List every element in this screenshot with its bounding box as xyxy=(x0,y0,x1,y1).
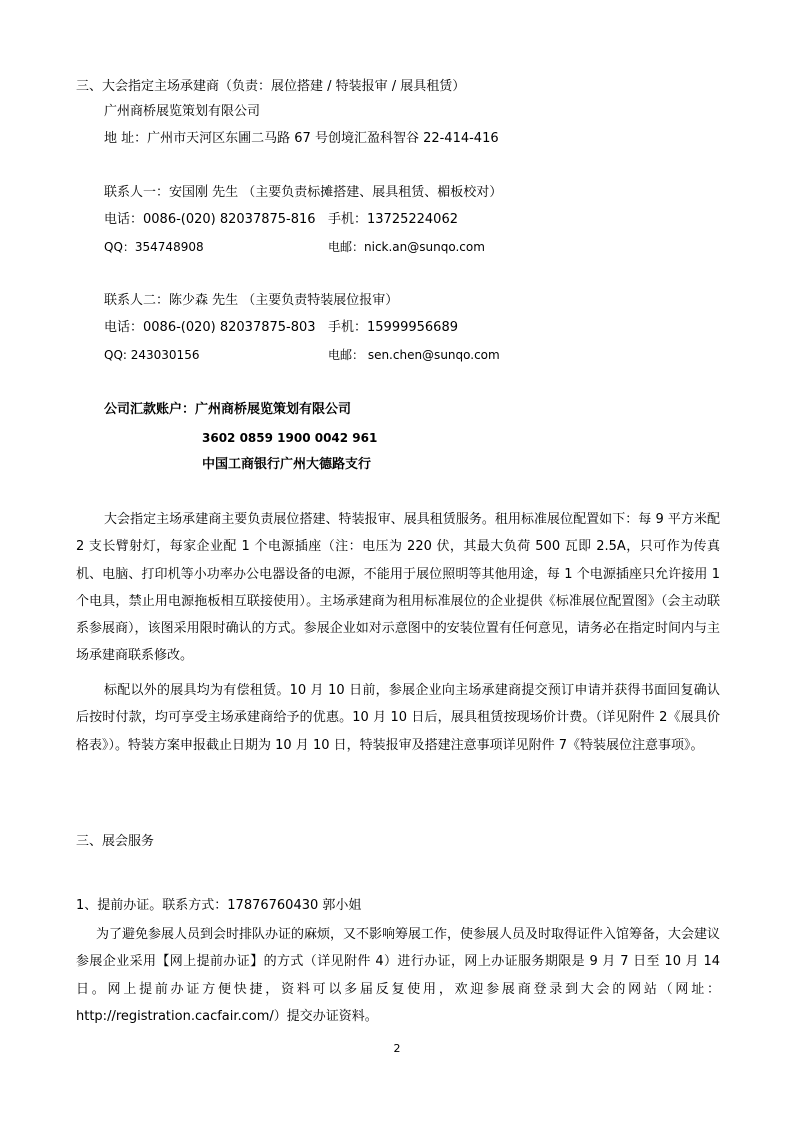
page-number: 2 xyxy=(393,1042,401,1055)
paragraph-text: 为了避免参展人员到会时排队办证的麻烦，又不影响筹展工作，使参展人员及时取得证件入馆筹备，大会建议参展企业采用【网上提前办证】的方式（详见附件 4）进行办证，网上办证服务期限是 9 月 7 日至 10 月 14 日。网上提前办证方便快捷，资料可以多届反复使用，欢迎参展商登录到大会的网站（网址：http://registration.cacfair.com/）提交办证资料。 xyxy=(76,927,721,1024)
contractor-paragraph-1 xyxy=(76,506,720,670)
contact1-email[interactable]: 电邮：nick.an@sunqo.com xyxy=(328,240,485,254)
contact1-phone: 电话：0086-(020) 82037875-816 xyxy=(104,212,316,227)
contractor-paragraph-2 xyxy=(76,677,720,759)
account-bank: 中国工商银行广州大德路支行 xyxy=(202,457,372,472)
section-heading-contractor: 三、大会指定主场承建商（负责：展位搭建 / 特装报审 / 展具租赁） xyxy=(76,79,466,94)
contact2-email[interactable]: 电邮： sen.chen@sunqo.com xyxy=(328,348,500,362)
contact2-name: 联系人二：陈少森 先生 （主要负责特装展位报审） xyxy=(104,293,399,308)
contact2-qq: QQ: 243030156 xyxy=(104,348,200,362)
contact1-name: 联系人一：安国刚 先生 （主要负责标摊搭建、展具租赁、楣板校对） xyxy=(104,185,503,200)
account-label: 公司汇款账户：广州商桥展览策划有限公司 xyxy=(104,402,352,417)
company-name: 广州商桥展览策划有限公司 xyxy=(104,104,261,119)
company-address: 地 址：广州市天河区东圃二马路 67 号创境汇盈科智谷 22-414-416 xyxy=(104,131,499,146)
section-heading-services: 三、展会服务 xyxy=(76,834,155,849)
service-item-1-title: 1、提前办证。联系方式：17876760430 郭小姐 xyxy=(76,898,362,913)
account-number: 3602 0859 1900 0042 961 xyxy=(202,431,378,445)
contact1-qq: QQ：354748908 xyxy=(104,240,204,254)
service-item-1-paragraph xyxy=(76,921,720,1030)
paragraph-text: 大会指定主场承建商主要负责展位搭建、特装报审、展具租赁服务。租用标准展位配置如下：每 9 平方米配 2 支长臂射灯，每家企业配 1 个电源插座（注：电压为 220 伏，其最大负荷 500 瓦即 2.5A，只可作为传真机、电脑、打印机等小功率办公电器设备的电源，不能用于展位照明等其他用途，每 1 个电源插座只允许接用 1 个电具，禁止用电源拖板相互联接使用）。主场承建商为租用标准展位的企业提供《标准展位配置图》（会主动联系参展商），该图采用限时确认的方式。参展企业如对示意图中的安装位置有任何意见，请务必在指定时间内与主场承建商联系修改。 xyxy=(76,512,720,664)
contact2-phone: 电话：0086-(020) 82037875-803 xyxy=(104,320,316,335)
paragraph-text: 标配以外的展具均为有偿租赁。10 月 10 日前，参展企业向主场承建商提交预订申请并获得书面回复确认后按时付款，均可享受主场承建商给予的优惠。10 月 10 日后，展具租赁按现场价计费。（详见附件 2《展具价格表》）。特装方案申报截止日期为 10 月 10 日，特装报审及搭建注意事项详见附件 7《特装展位注意事项》。 xyxy=(76,683,720,753)
contact1-mobile: 手机：13725224062 xyxy=(328,212,458,227)
contact2-mobile: 手机：15999956689 xyxy=(328,320,458,335)
